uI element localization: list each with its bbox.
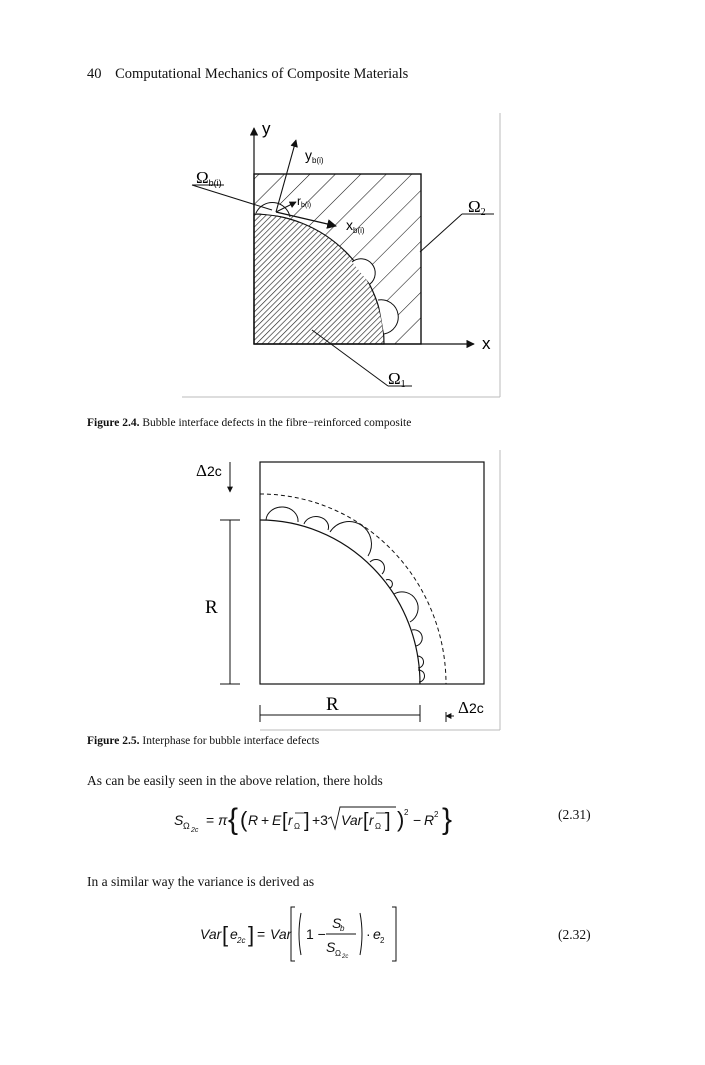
local-x-label: $x_{b(i)}$ [346,217,365,235]
svg-text:r: r [369,812,374,828]
svg-text:b: b [340,924,345,933]
svg-text:·: · [366,926,371,942]
y-axis-label: y [262,119,271,138]
svg-text:[: [ [363,810,369,832]
book-title: Computational Mechanics of Composite Materials [115,66,409,82]
svg-text:): ) [397,807,405,832]
equation-2-32 [198,903,418,965]
omega-1-label: Ω1 [388,369,406,390]
omega-2-label: Ω2 [468,197,486,218]
paragraph: As can be easily seen in the above relation, there holds [87,773,383,788]
svg-text:Var: Var [341,812,363,828]
svg-text:Ω: Ω [335,949,341,958]
svg-text:S: S [174,812,184,828]
svg-text:[: [ [282,810,288,832]
caption-text: Bubble interface defects in the fibre−reinforced composite [139,417,412,429]
figure-label: Figure 2.5. [87,735,140,747]
svg-text:}: } [442,803,453,836]
local-y-label: $y_{b(i)}$ [305,147,324,165]
x-axis-label: x [482,334,491,353]
svg-text:2: 2 [380,936,385,945]
cell-border [260,462,484,684]
svg-text:R: R [248,812,259,828]
svg-text:2c: 2c [342,954,349,960]
svg-text:e: e [230,926,238,942]
delta-top-label: Δ2c [196,461,222,480]
svg-text:2: 2 [404,808,409,817]
svg-text:(: ( [240,807,248,832]
svg-text:]: ] [248,922,255,947]
svg-text:Ω: Ω [294,822,300,831]
equation-number: (2.31) [558,807,591,822]
svg-text:Ω: Ω [375,822,381,831]
svg-text:Ω: Ω [183,821,190,831]
svg-text:]: ] [385,810,391,832]
svg-text:−: − [413,812,422,828]
svg-text:r: r [288,812,293,828]
local-r-label: rb(i) [297,194,312,209]
caption-text: Interphase for bubble interface defects [139,735,320,747]
svg-text:]: ] [304,810,310,832]
svg-text:2c: 2c [237,936,246,945]
equation-2-31 [170,795,470,845]
svg-text:=: = [206,812,215,828]
svg-text:=: = [257,926,266,942]
fibre-boundary [260,520,420,684]
omega-b-label: Ωb(i) [196,168,222,188]
figure-label: Figure 2.4. [87,417,140,429]
svg-text:R: R [424,812,435,828]
svg-text:π: π [218,812,228,828]
svg-text:1 −: 1 − [306,926,326,942]
bubble [330,522,371,556]
bubble [266,507,298,522]
svg-text:[: [ [222,922,229,947]
equation-number: (2.32) [558,927,591,942]
svg-text:Var: Var [270,926,292,942]
svg-text:+3: +3 [312,812,328,828]
delta-right-label: Δ2c [458,698,484,717]
r-vertical-label: R [205,597,218,618]
svg-text:e: e [373,926,381,942]
svg-text:2: 2 [434,810,439,819]
svg-text:E: E [272,812,282,828]
figure-2-5-caption [87,735,319,747]
paragraph: In a similar way the variance is derived as [87,874,315,889]
svg-text:S: S [332,915,342,931]
svg-text:2c: 2c [191,827,199,834]
svg-text:+: + [261,812,270,828]
page-number: 40 [87,66,102,82]
r-horizontal-label: R [326,694,339,715]
svg-text:Var: Var [200,926,222,942]
svg-text:{: { [228,803,239,836]
svg-text:S: S [326,939,336,955]
